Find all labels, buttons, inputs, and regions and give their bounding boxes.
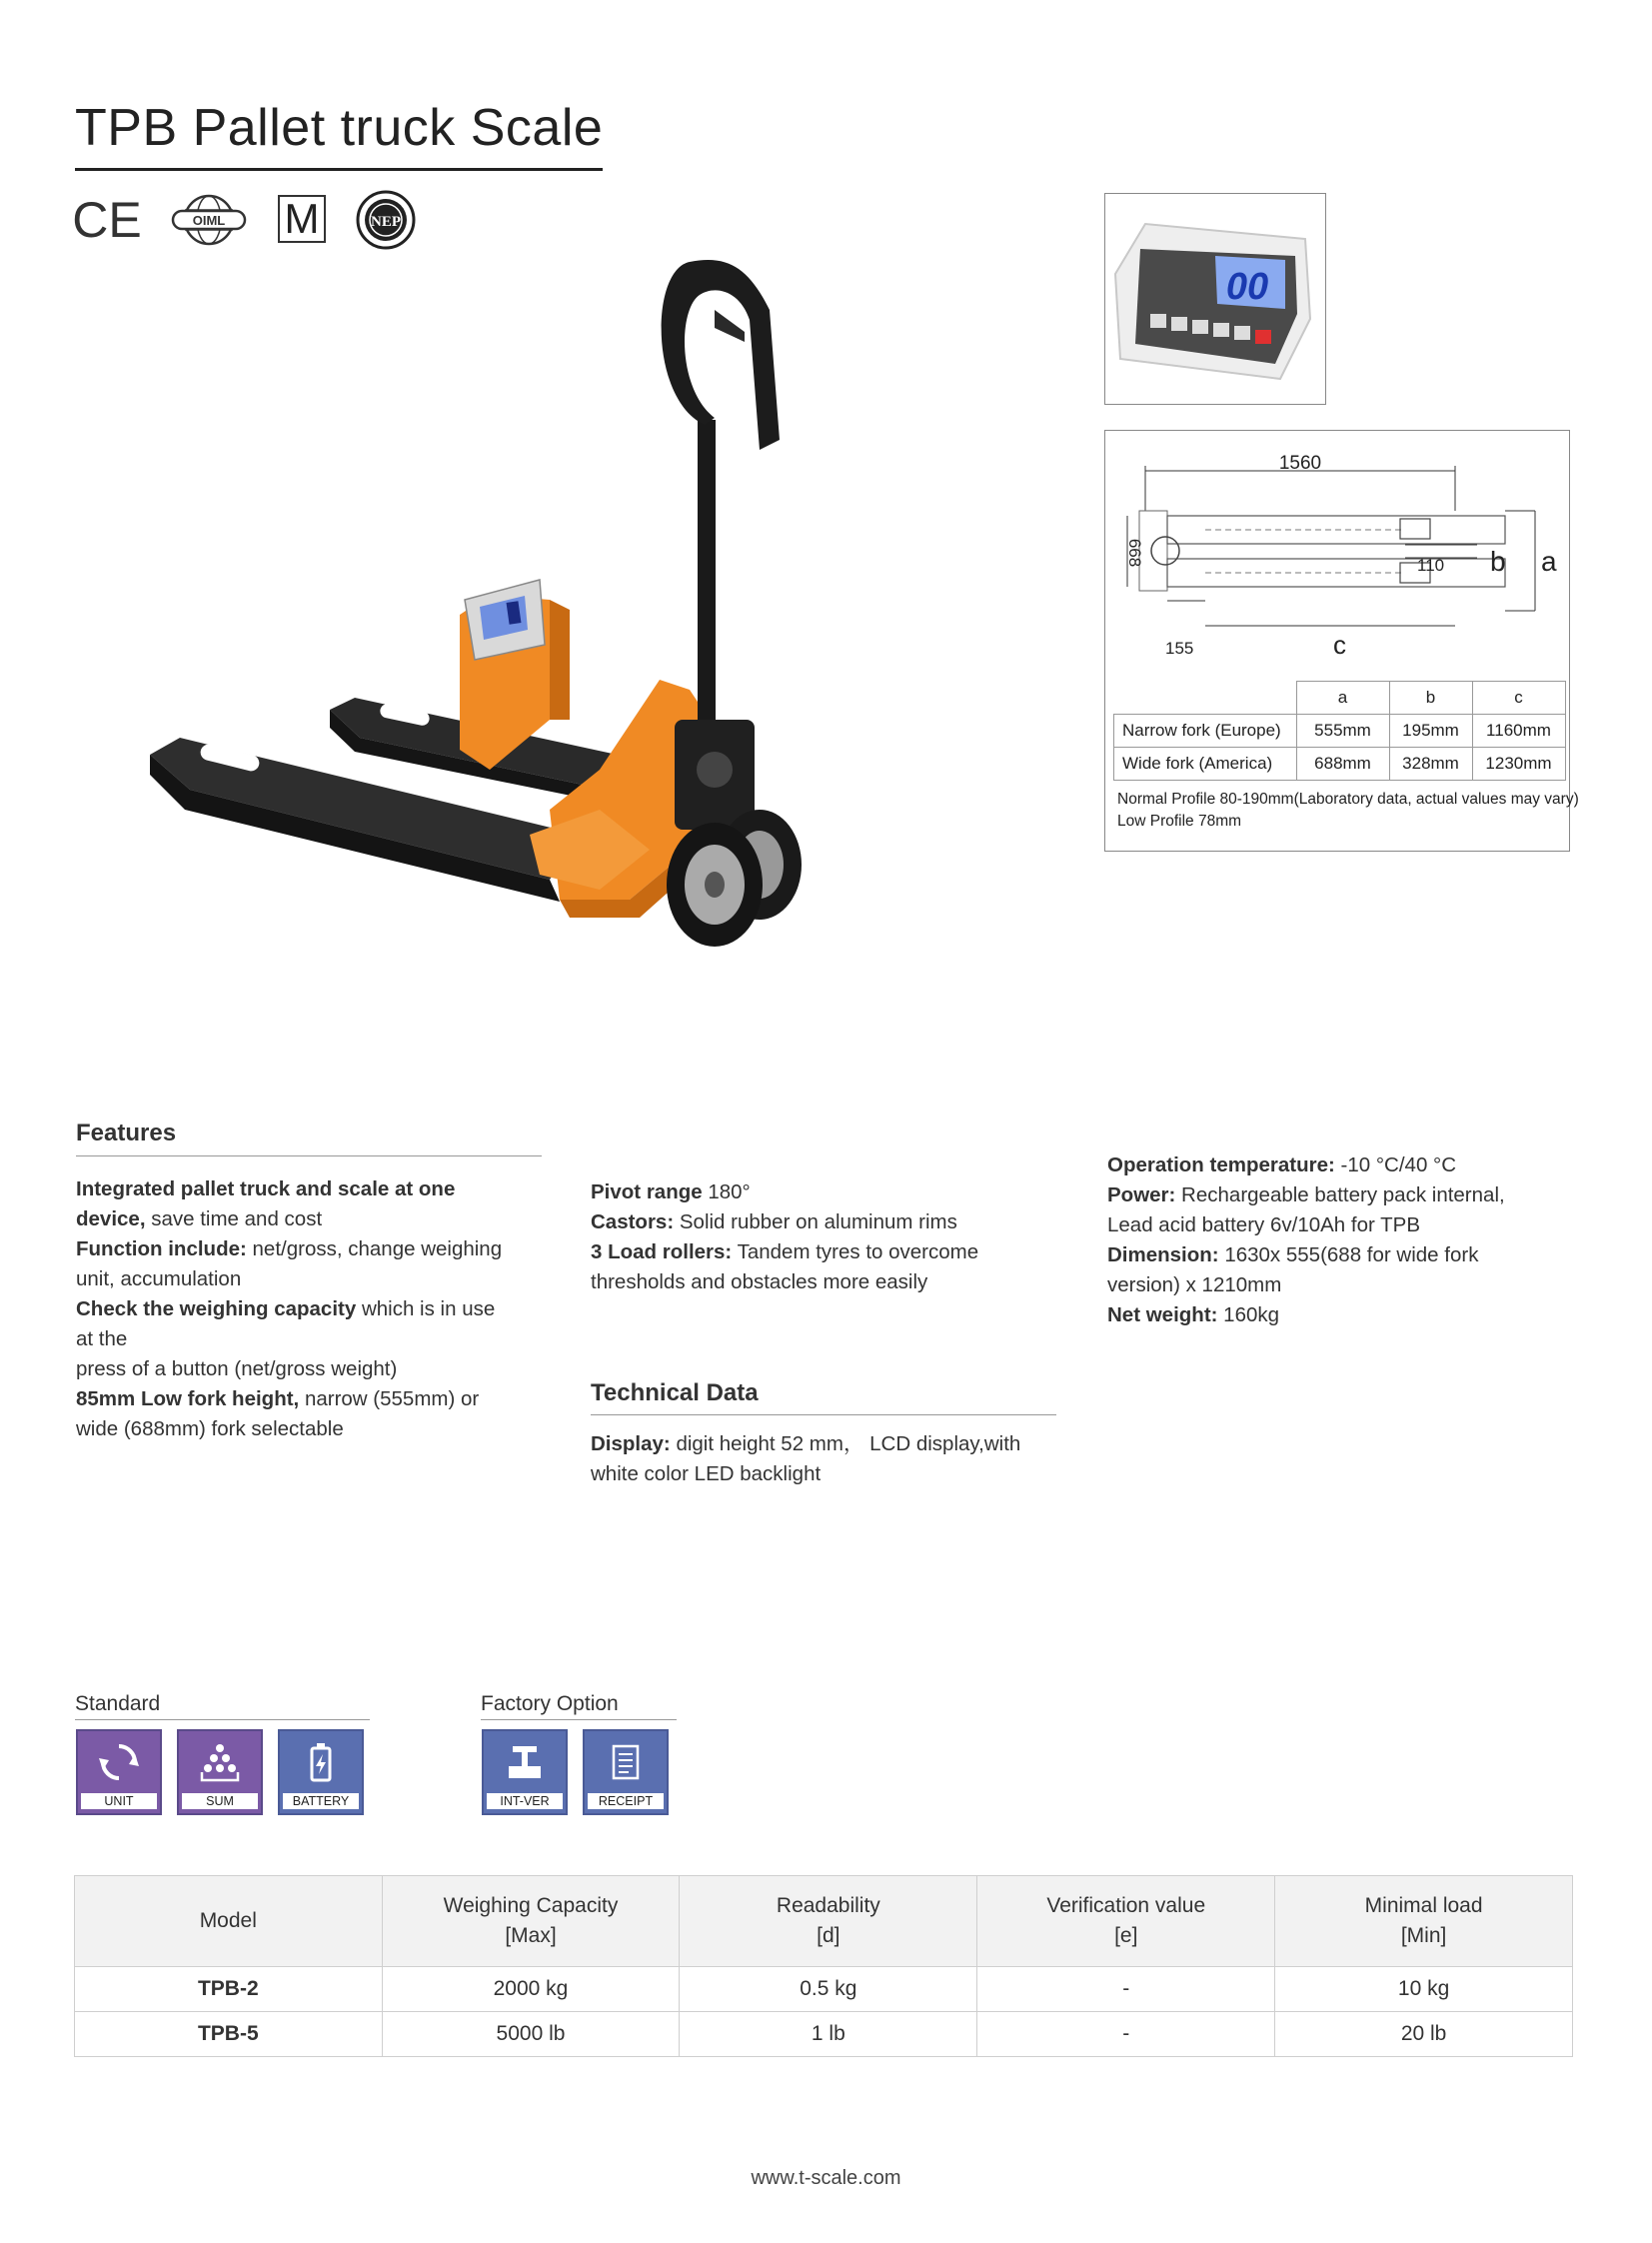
- label-b: b: [1490, 546, 1506, 577]
- spec-cell-model: TPB-2: [75, 1967, 383, 2012]
- page-title: TPB Pallet truck Scale: [75, 99, 604, 157]
- badge-label-text: INT-VER: [487, 1793, 563, 1809]
- factory-option-label: Factory Option: [481, 1692, 619, 1715]
- metrology-m-mark: M: [278, 195, 326, 243]
- features-col1: Integrated pallet truck and scale at one device, save time and cost Function include: net/gross, change weighing unit, accumulation Check the weighing capacity which is in use at the press of a button (net/gross weight) 85mm Low fork height, narrow (555mm) or wide (688mm) fork selectable: [76, 1177, 503, 1440]
- dim-668: 668: [1125, 538, 1144, 568]
- badge-label-text: BATTERY: [283, 1793, 359, 1809]
- dim-cell: 195mm: [1389, 715, 1472, 748]
- dim-row-label: Narrow fork (Europe): [1114, 715, 1297, 748]
- profile-note-line: Low Profile 78mm: [1117, 813, 1242, 830]
- dimension-diagram: [1104, 430, 1579, 852]
- badge-int-ver: [482, 1729, 568, 1815]
- badge-label-text: SUM: [182, 1793, 258, 1809]
- title-underline: [75, 168, 603, 171]
- features-heading: Features: [76, 1120, 177, 1146]
- battery-icon: [299, 1740, 343, 1784]
- spec-cell-model: TPB-5: [75, 2012, 383, 2057]
- weight-icon: [503, 1740, 547, 1784]
- cycle-icon: [97, 1740, 141, 1784]
- standard-rule: [75, 1719, 370, 1720]
- technical-heading: Technical Data: [591, 1379, 759, 1406]
- dim-110: 110: [1417, 556, 1445, 575]
- dim-header-c: c: [1472, 682, 1565, 715]
- profile-note-line: Normal Profile 80-190mm(Laboratory data, actual values may vary): [1117, 791, 1579, 808]
- dim-cell: 688mm: [1296, 748, 1389, 781]
- spec-cell: 2000 kg: [382, 1967, 680, 2012]
- table-row: [75, 1967, 1573, 2012]
- technical-text: Display: digit height 52 mm， LCD display,with white color LED backlight: [591, 1432, 1021, 1485]
- badge-battery: [278, 1729, 364, 1815]
- features-col2: Pivot range 180° Castors: Solid rubber on aluminum rims 3 Load rollers: Tandem tyres to overcome thresholds and obstacles more easily: [591, 1180, 979, 1293]
- nep-text: NEP: [371, 214, 401, 230]
- spec-cell: 10 kg: [1275, 1967, 1573, 2012]
- oiml-text: OIML: [192, 213, 226, 228]
- profile-note: [1117, 789, 1579, 833]
- label-a: a: [1541, 546, 1557, 577]
- badge-label-text: RECEIPT: [588, 1793, 664, 1809]
- spec-table: [74, 1875, 1573, 2057]
- receipt-icon: [604, 1740, 648, 1784]
- spec-cell: -: [977, 2012, 1275, 2057]
- features-rule: [76, 1155, 542, 1156]
- svg-text:00: 00: [1225, 266, 1269, 308]
- factory-option-rule: [481, 1719, 677, 1720]
- spec-header: Model: [75, 1876, 383, 1967]
- dim-header-a: a: [1296, 682, 1389, 715]
- ce-mark: CE: [72, 192, 142, 248]
- spec-header: Verification value [e]: [977, 1876, 1275, 1967]
- dim-row-label: Wide fork (America): [1114, 748, 1297, 781]
- dim-cell: 328mm: [1389, 748, 1472, 781]
- oiml-mark: [170, 192, 248, 248]
- spec-cell: 20 lb: [1275, 2012, 1573, 2057]
- spec-cell: 1 lb: [680, 2012, 977, 2057]
- standard-label: Standard: [75, 1692, 161, 1715]
- spec-header: Readability [d]: [680, 1876, 977, 1967]
- dim-cell: 555mm: [1296, 715, 1389, 748]
- features-col3: Operation temperature: -10 °C/40 °C Power: Rechargeable battery pack internal, Lead acid battery 6v/10Ah for TPB Dimension: 1630x 555(688 for wide fork version) x 1210mm Net weight: 160kg: [1107, 1153, 1505, 1326]
- dim-header-b: b: [1389, 682, 1472, 715]
- badge-label-text: UNIT: [81, 1793, 157, 1809]
- technical-rule: [591, 1414, 1056, 1415]
- dim-155: 155: [1165, 639, 1194, 658]
- dim-1560: 1560: [1278, 453, 1322, 474]
- spec-cell: -: [977, 1967, 1275, 2012]
- spec-header: Weighing Capacity [Max]: [382, 1876, 680, 1967]
- dim-cell: 1160mm: [1472, 715, 1565, 748]
- badge-sum: [177, 1729, 263, 1815]
- indicator-thumbnail: [1104, 193, 1326, 405]
- nep-mark: [355, 192, 417, 248]
- spec-header: Minimal load [Min]: [1275, 1876, 1573, 1967]
- stack-icon: [198, 1740, 242, 1784]
- badge-unit: [76, 1729, 162, 1815]
- dim-cell: 1230mm: [1472, 748, 1565, 781]
- label-c: c: [1333, 630, 1346, 660]
- spec-cell: 5000 lb: [382, 2012, 680, 2057]
- footer-url: www.t-scale.com: [751, 2167, 901, 2189]
- spec-cell: 0.5 kg: [680, 1967, 977, 2012]
- table-row: [75, 2012, 1573, 2057]
- fork-dimension-table: [1113, 681, 1566, 781]
- pallet-truck-illustration: [130, 250, 919, 980]
- badge-receipt: [583, 1729, 669, 1815]
